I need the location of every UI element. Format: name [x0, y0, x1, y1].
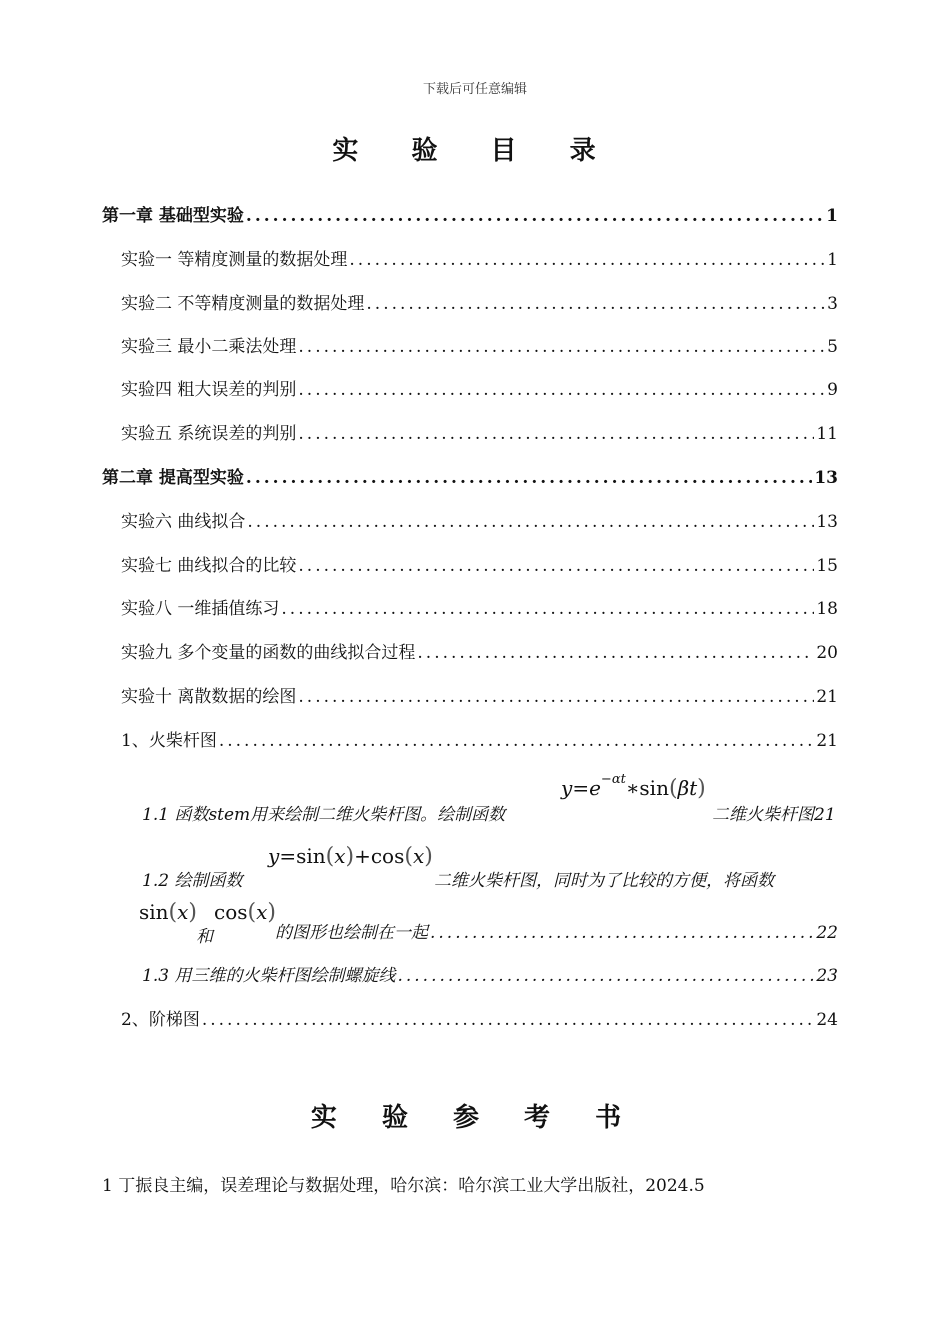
toc-sub-1-2-and: 和	[196, 927, 213, 947]
toc-entry-exp-2[interactable]: 实验二 不等精度测量的数据处理 ..... 3	[121, 293, 838, 315]
toc-sub-1-1-tail[interactable]: 二维火柴杆图21	[712, 805, 836, 825]
toc-chapter-1[interactable]: 第一章 基础型实验 ..... 1	[102, 205, 838, 227]
toc-entry-exp-8[interactable]: 实验八 一维插值练习 ..... 18	[121, 598, 838, 620]
toc-sub-1-2-line2[interactable]: 的图形也绘制在一起 ..... 22	[275, 922, 838, 944]
formula-cos-x: cos(x)	[214, 900, 276, 925]
reference-item: 1 丁振良主编，误差理论与数据处理，哈尔滨：哈尔滨工业大学出版社，2024.5	[102, 1176, 705, 1196]
references-title: 实 验 参 考 书	[310, 1103, 640, 1133]
formula-sin-plus-cos: y=sin(x)+cos(x)	[268, 844, 433, 869]
toc-entry-stairs-plot[interactable]: 2、阶梯图 ..... 24	[121, 1009, 838, 1031]
toc-sub-1-3[interactable]: 1.3 用三维的火柴杆图绘制螺旋线 ..... 23	[142, 965, 838, 987]
formula-sin-x: sin(x)	[139, 900, 198, 925]
toc-entry-exp-3[interactable]: 实验三 最小二乘法处理 ..... 5	[121, 336, 838, 358]
toc-entry-exp-5[interactable]: 实验五 系统误差的判别 ..... 11	[121, 423, 838, 445]
toc-entry-stem-plot[interactable]: 1、火柴杆图 ..... 21	[121, 730, 838, 752]
toc-entry-exp-10[interactable]: 实验十 离散数据的绘图 ..... 21	[121, 686, 838, 708]
toc-entry-exp-4[interactable]: 实验四 粗大误差的判别 ..... 9	[121, 379, 838, 401]
toc-sub-1-2-text[interactable]: 1.2 绘制函数	[142, 871, 243, 891]
toc-sub-1-1-text[interactable]: 1.1 函数stem用来绘制二维火柴杆图。绘制函数	[142, 805, 506, 825]
formula-damped-sine: $y=e^{-\alpha t}∗\sin(\beta t)$	[561, 772, 706, 801]
toc-entry-exp-1[interactable]: 实验一 等精度测量的数据处理 ..... 1	[121, 249, 838, 271]
toc-entry-exp-9[interactable]: 实验九 多个变量的函数的曲线拟合过程 ..... 20	[121, 642, 838, 664]
toc-entry-exp-6[interactable]: 实验六 曲线拟合 ..... 13	[121, 511, 838, 533]
toc-chapter-2[interactable]: 第二章 提高型实验 ..... 13	[102, 467, 838, 489]
toc-title: 实 验 目 录	[332, 136, 618, 166]
toc-sub-1-2-tail[interactable]: 二维火柴杆图，同时为了比较的方便，将函数	[434, 871, 774, 891]
header-note: 下载后可任意编辑	[422, 82, 527, 97]
toc-entry-exp-7[interactable]: 实验七 曲线拟合的比较 ..... 15	[121, 555, 838, 577]
